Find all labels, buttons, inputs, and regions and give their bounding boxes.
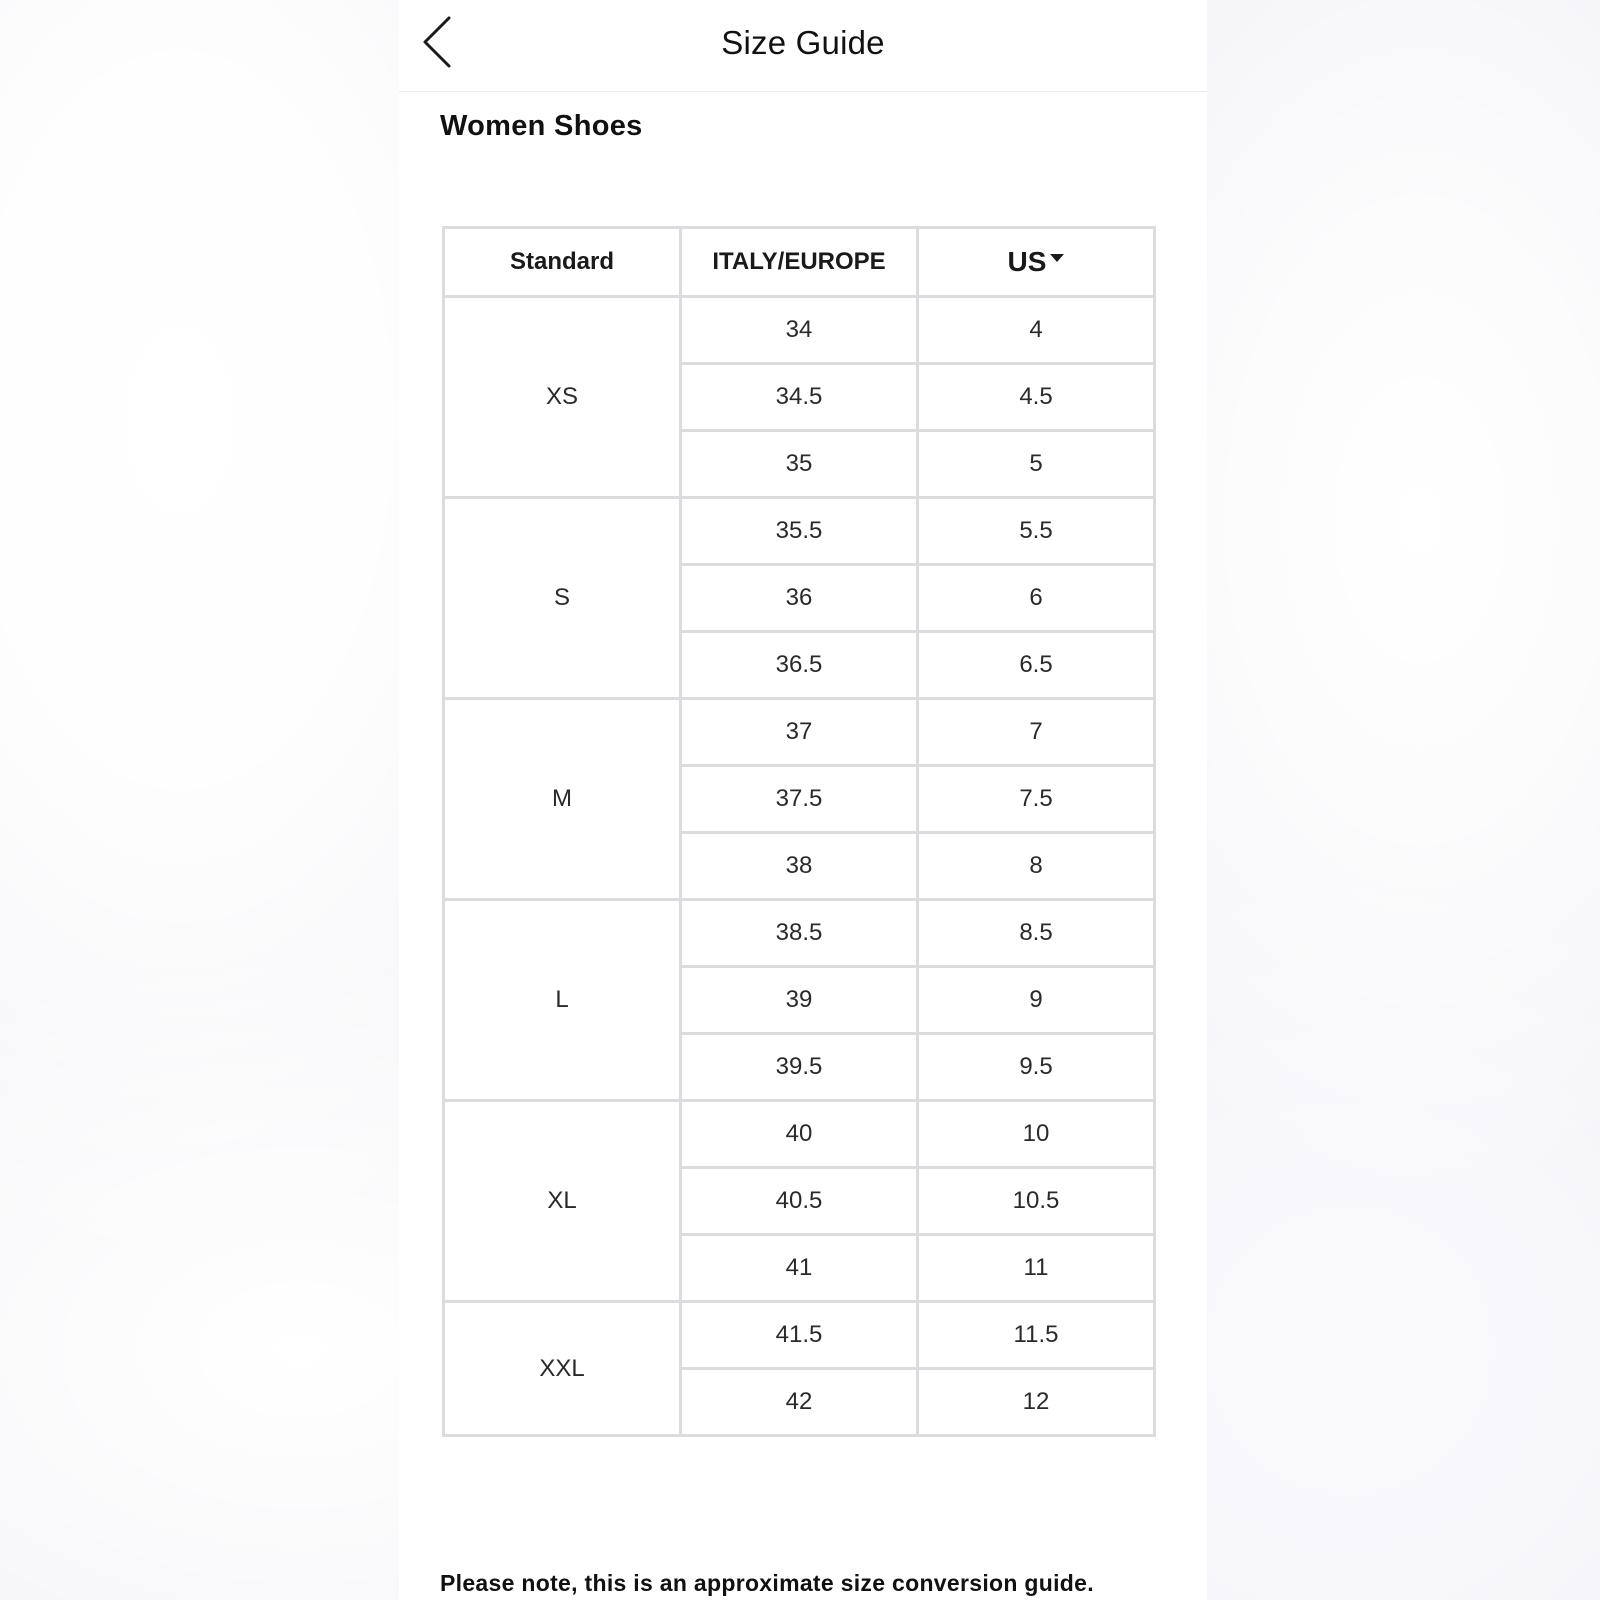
us-size-cell: 9.5 <box>918 1034 1155 1101</box>
page-title: Size Guide <box>721 24 885 61</box>
us-size-cell: 7.5 <box>918 766 1155 833</box>
eu-size-cell: 37.5 <box>681 766 918 833</box>
standard-size-cell: L <box>444 900 681 1101</box>
header-us-dropdown[interactable] <box>918 228 1155 297</box>
table-row <box>444 699 1155 766</box>
eu-size-cell: 38 <box>681 833 918 900</box>
us-size-cell: 4.5 <box>918 364 1155 431</box>
us-size-cell: 4 <box>918 297 1155 364</box>
us-size-cell: 6.5 <box>918 632 1155 699</box>
eu-size-cell: 35 <box>681 431 918 498</box>
caret-down-icon <box>1050 254 1064 262</box>
us-size-cell: 7 <box>918 699 1155 766</box>
us-size-cell: 6 <box>918 565 1155 632</box>
standard-size-cell: M <box>444 699 681 900</box>
header-italy-europe: ITALY/EUROPE <box>681 228 918 297</box>
eu-size-cell: 41.5 <box>681 1302 918 1369</box>
navigation-bar <box>399 0 1207 92</box>
eu-size-cell: 36 <box>681 565 918 632</box>
table-row <box>444 900 1155 967</box>
table-row <box>444 297 1155 364</box>
us-size-cell: 11.5 <box>918 1302 1155 1369</box>
eu-size-cell: 34 <box>681 297 918 364</box>
eu-size-cell: 39.5 <box>681 1034 918 1101</box>
eu-size-cell: 39 <box>681 967 918 1034</box>
header-standard: Standard <box>444 228 681 297</box>
table-body <box>444 297 1155 1436</box>
eu-size-cell: 38.5 <box>681 900 918 967</box>
standard-size-cell: XXL <box>444 1302 681 1436</box>
eu-size-cell: 37 <box>681 699 918 766</box>
us-size-cell: 11 <box>918 1235 1155 1302</box>
eu-size-cell: 35.5 <box>681 498 918 565</box>
us-size-cell: 9 <box>918 967 1155 1034</box>
section-title: Women Shoes <box>440 110 643 142</box>
eu-size-cell: 40 <box>681 1101 918 1168</box>
us-size-cell: 10 <box>918 1101 1155 1168</box>
table-header-row <box>444 228 1155 297</box>
eu-size-cell: 40.5 <box>681 1168 918 1235</box>
size-guide-screen <box>399 0 1207 1600</box>
us-size-cell: 12 <box>918 1369 1155 1436</box>
eu-size-cell: 34.5 <box>681 364 918 431</box>
table-row <box>444 498 1155 565</box>
table-row <box>444 1302 1155 1369</box>
standard-size-cell: S <box>444 498 681 699</box>
us-size-cell: 5 <box>918 431 1155 498</box>
us-size-cell: 8.5 <box>918 900 1155 967</box>
us-size-cell: 10.5 <box>918 1168 1155 1235</box>
standard-size-cell: XS <box>444 297 681 498</box>
size-conversion-table <box>442 226 1156 1437</box>
table-row <box>444 1101 1155 1168</box>
standard-size-cell: XL <box>444 1101 681 1302</box>
footnote: Please note, this is an approximate size conversion guide. <box>440 1570 1094 1596</box>
eu-size-cell: 41 <box>681 1235 918 1302</box>
eu-size-cell: 36.5 <box>681 632 918 699</box>
header-us-label: US <box>1007 246 1047 277</box>
eu-size-cell: 42 <box>681 1369 918 1436</box>
us-size-cell: 5.5 <box>918 498 1155 565</box>
us-size-cell: 8 <box>918 833 1155 900</box>
